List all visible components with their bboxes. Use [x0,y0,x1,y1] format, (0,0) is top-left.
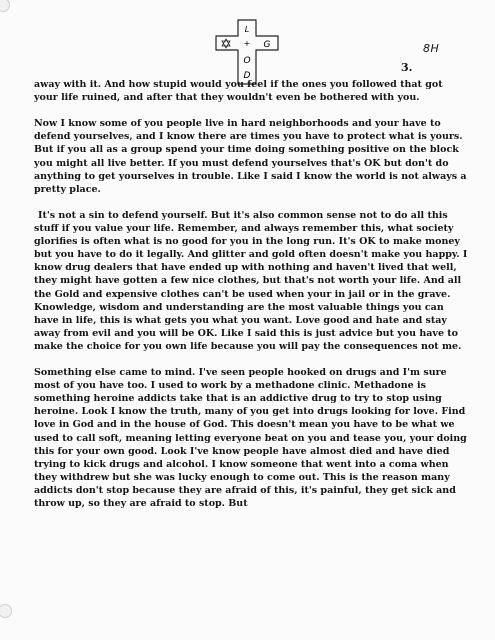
cross-letter-bottom: D [243,71,251,81]
handwritten-page-note: 8H [423,42,440,55]
paragraph: Something else came to mind. I've seen people hooked on drugs and I'm sure most of you have too. I used to work by a methadone clinic. Methadone is something heroine addicts take that is an addictive drug to try to stop using heroine. Look I know the truth, many of you get into drugs looking for love. Find love in God and in the house of God. This doesn't mean you have to be what we used to call soft, meaning letting everyone beat on you and tease you, your doing this for your own good. Look I've know people have almost died and have died trying to kick drugs and alcohol. I know someone that went into a coma when they withdrew but she was lucky enough to come out. This is the reason many addicts don't stop because they are afraid of this, it's painful, they get sick and throw up, so they are afraid to stop. But [34,367,467,509]
paragraph: Now I know some of you people live in hard neighborhoods and your have to defend yourselves, and I know there are times you have to protect what is yours. But if you all as a group spend your time doing something positive on the block you might all live better. If you must defend yourselves that's OK but don't do anything to get yourselves in trouble. Like I said I know the world is not always a pretty place. [34,118,467,195]
paragraph: away with it. And how stupid would you feel if the ones you followed that got your life ruined, and after that they wouldn't even be bothered with you. [34,79,443,104]
punch-hole-bottom [0,604,12,618]
document-body [34,78,468,523]
cross-letter-middle: O [243,56,251,66]
hand-drawn-cross-icon [214,18,282,86]
page-header [0,0,495,80]
star-of-david-icon [222,39,230,48]
plus-sign-icon: + [243,39,251,48]
page-number: 3. [401,61,413,74]
paragraph: It's not a sin to defend yourself. But it's also common sense not to do all this stuff if you value your life. Remember, and always remember this, what society glorifies is often what is no good for you in the long run. It's OK to make money but you have to do it legally. And glitter and gold often doesn't make you happy. I know drug dealers that have ended up with nothing and haven't lived that well, they might have gotten a few nice clothes, but that's not worth your life. And all the Gold and expensive clothes can't be used when your in jail or in the grave. Knowledge, wisdom and understanding are the most valuable things you can have in life, this is what gets you what you want. Love good and hate and stay away from evil and you will be OK. Like I said this is just advice but you have to make the choice for you own life because you will pay the consequences not me. [34,209,468,352]
cross-letter-top: L [244,25,250,34]
cross-letter-right: G [263,40,271,50]
